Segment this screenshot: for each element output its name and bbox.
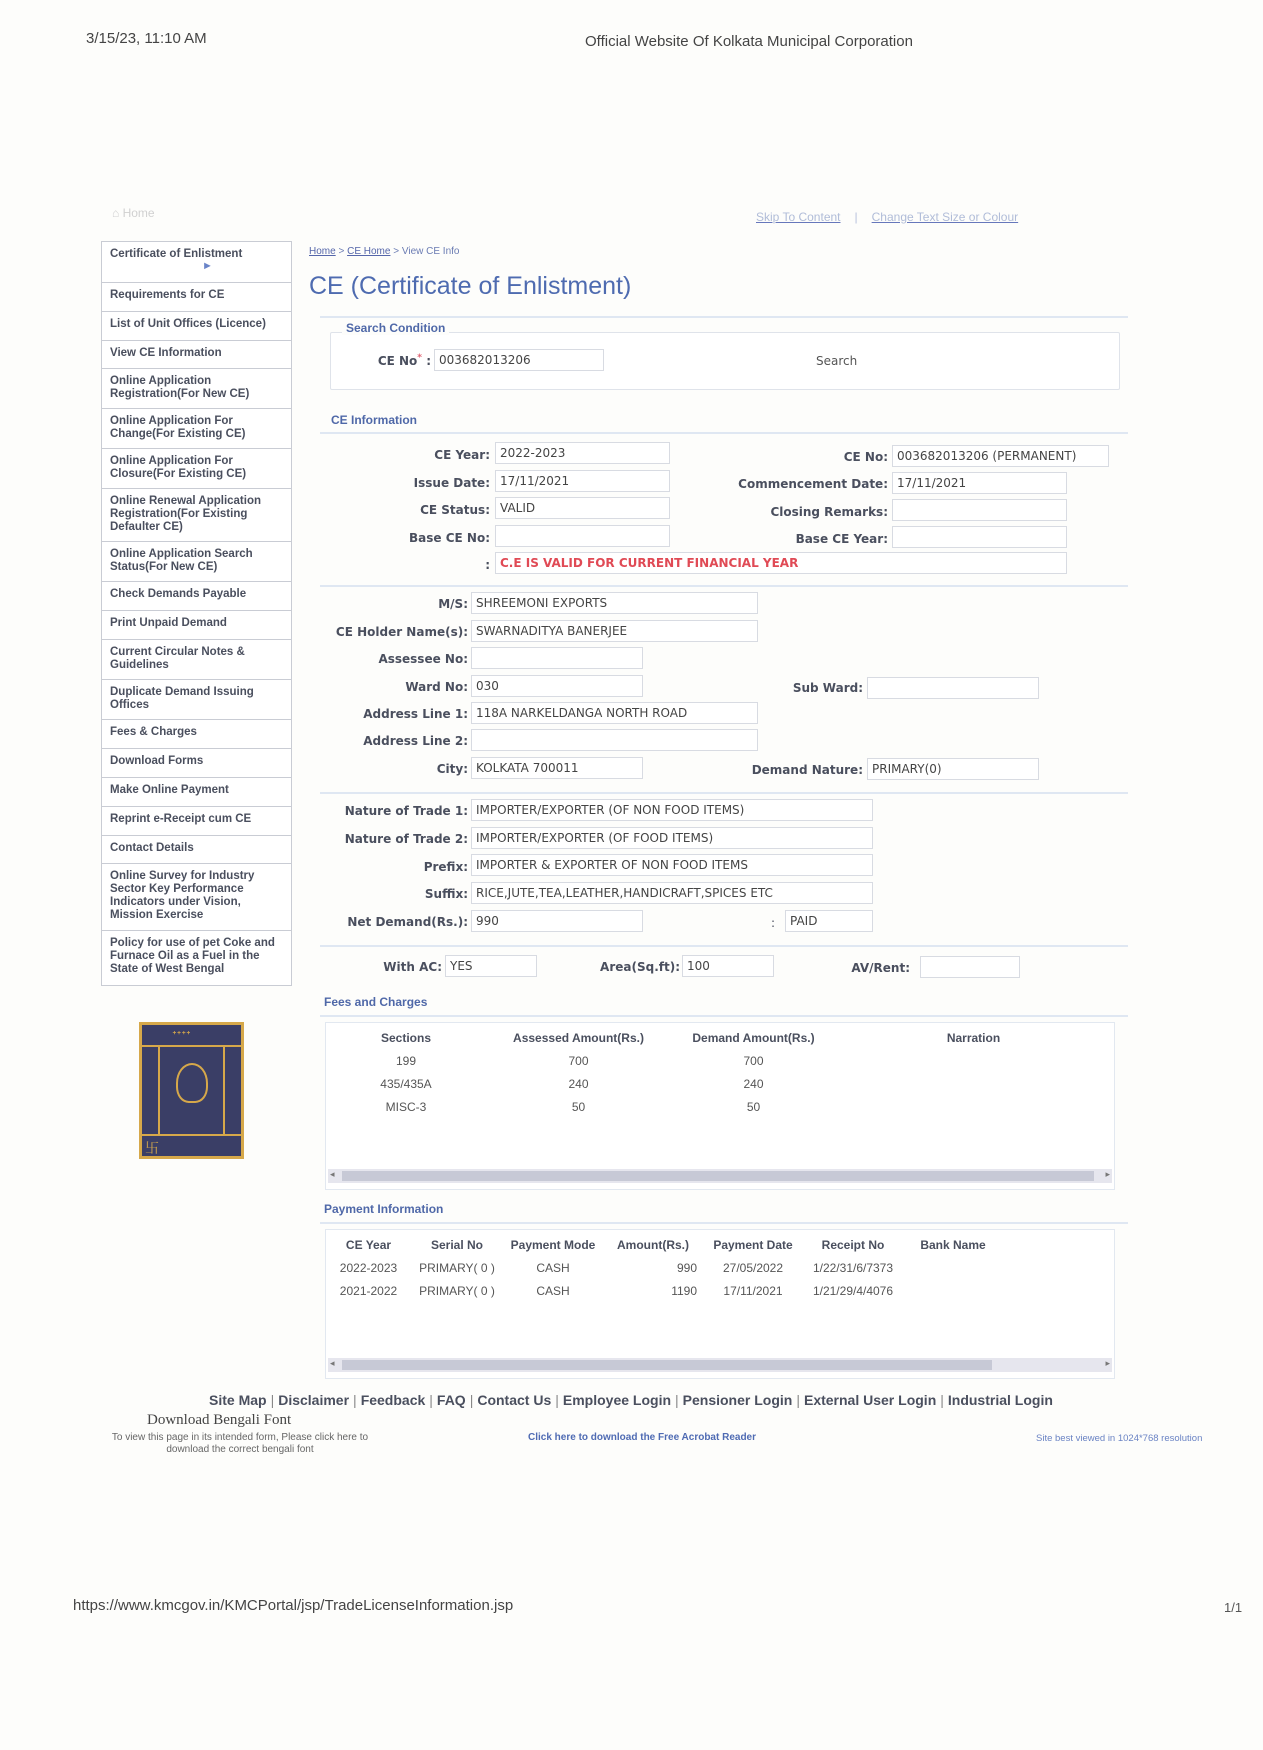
top-home-link[interactable]: ⌂ Home bbox=[112, 206, 155, 220]
paid-colon: : bbox=[770, 916, 775, 930]
table-row[interactable]: 2021-2022 PRIMARY( 0 ) CASH 1190 17/11/2021 1/21/29/4/4076 bbox=[339, 1283, 894, 1298]
sidebar-item-duplicate-demand[interactable]: Duplicate Demand Issuing Offices bbox=[102, 680, 291, 720]
ce-status-field: VALID bbox=[495, 497, 670, 519]
ce-information-legend: CE Information bbox=[331, 413, 417, 427]
sidebar-item-requirements[interactable]: Requirements for CE bbox=[102, 283, 291, 312]
nature-of-trade-1-field: IMPORTER/EXPORTER (OF NON FOOD ITEMS) bbox=[471, 799, 873, 821]
bengali-font-description[interactable]: To view this page in its intended form, Please click here to download the correct bengali font bbox=[111, 1432, 369, 1455]
column-header-bank-name[interactable]: Bank Name bbox=[920, 1238, 986, 1252]
assessee-no-field bbox=[471, 647, 643, 669]
holder-name-field: SWARNADITYA BANERJEE bbox=[471, 620, 758, 642]
fees-header-row bbox=[326, 1023, 1111, 1049]
column-header-assessed-amount[interactable]: Assessed Amount(Rs.) bbox=[513, 1031, 644, 1045]
column-header-narration[interactable]: Narration bbox=[946, 1031, 1001, 1045]
active-arrow-icon: ► bbox=[202, 260, 213, 272]
footer-link-employee-login[interactable]: Employee Login bbox=[562, 1392, 672, 1408]
closing-remarks-field bbox=[892, 499, 1067, 521]
footer-link-disclaimer[interactable]: Disclaimer bbox=[278, 1392, 350, 1408]
table-row[interactable]: MISC-3 50 50 bbox=[385, 1099, 761, 1114]
sidebar-item-new-registration[interactable]: Online Application Registration(For New CE) bbox=[102, 369, 291, 409]
column-header-payment-mode[interactable]: Payment Mode bbox=[510, 1238, 596, 1252]
ce-year-field: 2022-2023 bbox=[495, 442, 670, 464]
ce-status-label: CE Status: bbox=[420, 503, 490, 517]
area-field: 100 bbox=[682, 955, 774, 977]
sidebar-item-online-survey[interactable]: Online Survey for Industry Sector Key Performance Indicators under Vision, Mission Exercise bbox=[102, 864, 291, 931]
table-row[interactable]: 199 700 700 bbox=[395, 1053, 764, 1068]
ce-year-label: CE Year: bbox=[434, 448, 490, 462]
base-ce-no-field bbox=[495, 525, 670, 547]
commencement-date-field: 17/11/2021 bbox=[892, 472, 1067, 494]
ms-field: SHREEMONI EXPORTS bbox=[471, 592, 758, 614]
breadcrumb-ce-home-link[interactable]: CE Home bbox=[347, 246, 391, 257]
sidebar-item-application-status[interactable]: Online Application Search Status(For New CE) bbox=[102, 542, 291, 582]
sub-ward-label: Sub Ward: bbox=[792, 681, 863, 695]
sidebar-item-change-application[interactable]: Online Application For Change(For Existing CE) bbox=[102, 409, 291, 449]
nature-of-trade-2-label: Nature of Trade 2: bbox=[344, 832, 468, 846]
skip-to-content-link[interactable]: Skip To Content bbox=[756, 210, 841, 224]
accessibility-links bbox=[756, 210, 1018, 224]
search-condition-legend: Search Condition bbox=[342, 321, 449, 335]
sidebar-item-view-ce-info[interactable]: View CE Information bbox=[102, 341, 291, 369]
column-header-amount[interactable]: Amount(Rs.) bbox=[617, 1238, 689, 1252]
divider bbox=[320, 1222, 1128, 1224]
ce-no-search-label: CE No* : bbox=[377, 353, 431, 368]
with-ac-label: With AC: bbox=[383, 960, 442, 974]
divider bbox=[320, 316, 1128, 318]
payments-horizontal-scrollbar[interactable] bbox=[328, 1358, 1112, 1372]
footer-links: Site Map | Disclaimer | Feedback | FAQ | Contact Us | Employee Login | Pensioner Login | External User Login | Industrial Login bbox=[209, 1392, 1053, 1408]
page-title: CE (Certificate of Enlistment) bbox=[309, 272, 632, 300]
scroll-left-arrow-icon[interactable]: ◂ bbox=[330, 1169, 335, 1179]
change-text-size-link[interactable]: Change Text Size or Colour bbox=[871, 210, 1019, 224]
av-rent-field bbox=[920, 956, 1020, 978]
suffix-label: Suffix: bbox=[424, 887, 468, 901]
address-line-1-label: Address Line 1: bbox=[363, 707, 468, 721]
base-ce-year-field bbox=[892, 526, 1067, 548]
print-datetime: 3/15/23, 11:10 AM bbox=[86, 30, 207, 47]
prefix-field: IMPORTER & EXPORTER OF NON FOOD ITEMS bbox=[471, 854, 873, 876]
net-demand-label: Net Demand(Rs.): bbox=[347, 915, 468, 929]
separator: | bbox=[854, 210, 858, 224]
scroll-right-arrow-icon[interactable]: ▸ bbox=[1105, 1169, 1110, 1179]
issue-date-label: Issue Date: bbox=[413, 476, 490, 490]
fees-table bbox=[326, 1023, 1111, 1118]
table-row[interactable]: 435/435A 240 240 bbox=[380, 1076, 764, 1091]
issue-date-field: 17/11/2021 bbox=[495, 470, 670, 492]
divider bbox=[320, 945, 1128, 947]
payments-table bbox=[326, 1230, 1003, 1302]
with-ac-field: YES bbox=[445, 955, 537, 977]
sidebar-item-certificate-of-enlistment[interactable]: Certificate of Enlistment ► bbox=[102, 242, 291, 283]
address-line-1-field: 118A NARKELDANGA NORTH ROAD bbox=[471, 702, 758, 724]
footer-link-external-user-login[interactable]: External User Login bbox=[803, 1392, 937, 1408]
sidebar-item-circular-notes[interactable]: Current Circular Notes & Guidelines bbox=[102, 640, 291, 680]
best-view-note: Site best viewed in 1024*768 resolution bbox=[1036, 1433, 1203, 1444]
demand-nature-label: Demand Nature: bbox=[751, 763, 863, 777]
sidebar-item-check-demands[interactable]: Check Demands Payable bbox=[102, 582, 291, 611]
base-ce-no-label: Base CE No: bbox=[409, 531, 490, 545]
commencement-date-label: Commencement Date: bbox=[738, 477, 888, 491]
sidebar-item-pet-coke-policy[interactable]: Policy for use of pet Coke and Furnace Oil as a Fuel in the State of West Bengal bbox=[110, 937, 275, 975]
column-header-payment-date[interactable]: Payment Date bbox=[713, 1238, 793, 1252]
scroll-right-arrow-icon[interactable]: ▸ bbox=[1105, 1358, 1110, 1368]
print-page-title: Official Website Of Kolkata Municipal Corporation bbox=[585, 33, 913, 50]
ward-no-field: 030 bbox=[471, 675, 643, 697]
closing-remarks-label: Closing Remarks: bbox=[770, 505, 888, 519]
sidebar-item-unit-offices[interactable]: List of Unit Offices (Licence) bbox=[102, 312, 291, 341]
footer-link-faq[interactable]: FAQ bbox=[436, 1392, 466, 1408]
footer-link-contact-us[interactable]: Contact Us bbox=[477, 1392, 552, 1408]
table-row[interactable]: 2022-2023 PRIMARY( 0 ) CASH 990 27/05/2022 1/22/31/6/7373 bbox=[339, 1260, 894, 1275]
net-demand-field: 990 bbox=[471, 910, 643, 932]
sidebar-item-contact-details[interactable]: Contact Details bbox=[102, 836, 291, 864]
scroll-left-arrow-icon[interactable]: ◂ bbox=[330, 1358, 335, 1368]
ms-label: M/S: bbox=[438, 597, 468, 611]
sidebar-item-online-payment[interactable]: Make Online Payment bbox=[102, 778, 291, 807]
search-button[interactable]: Search bbox=[816, 354, 858, 368]
breadcrumb-current: View CE Info bbox=[401, 246, 460, 257]
payments-grid bbox=[325, 1229, 1115, 1379]
sidebar-nav bbox=[101, 241, 292, 986]
scrollbar-thumb[interactable] bbox=[342, 1360, 992, 1370]
base-ce-year-label: Base CE Year: bbox=[795, 532, 888, 546]
ce-no-search-input[interactable]: 003682013206 bbox=[434, 349, 604, 371]
area-label: Area(Sq.ft): bbox=[600, 960, 680, 974]
ce-no-field: 003682013206 (PERMANENT) bbox=[892, 445, 1109, 467]
fees-grid bbox=[325, 1022, 1115, 1190]
ward-no-label: Ward No: bbox=[405, 680, 468, 694]
sidebar-item-print-unpaid[interactable]: Print Unpaid Demand bbox=[102, 611, 291, 640]
column-header-receipt-no[interactable]: Receipt No bbox=[821, 1238, 885, 1252]
validity-colon: : bbox=[485, 558, 490, 572]
holder-name-label: CE Holder Name(s): bbox=[335, 625, 468, 639]
fees-and-charges-legend: Fees and Charges bbox=[324, 995, 428, 1009]
sub-ward-field bbox=[867, 677, 1039, 699]
divider bbox=[320, 792, 1128, 794]
fees-horizontal-scrollbar[interactable] bbox=[328, 1169, 1112, 1183]
sidebar-item-fees-charges[interactable]: Fees & Charges bbox=[102, 720, 291, 749]
breadcrumb: Home > CE Home > View CE Info bbox=[309, 246, 460, 257]
city-field: KOLKATA 700011 bbox=[471, 757, 643, 779]
paid-status-field: PAID bbox=[785, 910, 873, 932]
kmc-emblem-logo: ᐩᐩᐩᐩ 卐 bbox=[139, 1022, 244, 1159]
print-url: https://www.kmcgov.in/KMCPortal/jsp/TradeLicenseInformation.jsp bbox=[73, 1597, 514, 1614]
sidebar-item-download-forms[interactable]: Download Forms bbox=[102, 749, 291, 778]
nature-of-trade-1-label: Nature of Trade 1: bbox=[344, 804, 468, 818]
column-header-serial-no[interactable]: Serial No bbox=[430, 1238, 484, 1252]
search-condition-fieldset bbox=[330, 332, 1120, 390]
ce-no-label: CE No: bbox=[843, 450, 888, 464]
address-line-2-label: Address Line 2: bbox=[363, 734, 468, 748]
suffix-field: RICE,JUTE,TEA,LEATHER,HANDICRAFT,SPICES ETC bbox=[471, 882, 873, 904]
footer-link-feedback[interactable]: Feedback bbox=[360, 1392, 426, 1408]
sidebar-item-reprint-receipt[interactable]: Reprint e-Receipt cum CE bbox=[102, 807, 291, 836]
payments-header-row bbox=[326, 1230, 1003, 1256]
sidebar-item-closure-application[interactable]: Online Application For Closure(For Existing CE) bbox=[102, 449, 291, 489]
divider bbox=[320, 432, 1128, 434]
nature-of-trade-2-field: IMPORTER/EXPORTER (OF FOOD ITEMS) bbox=[471, 827, 873, 849]
assessee-no-label: Assessee No: bbox=[378, 652, 468, 666]
divider bbox=[320, 585, 1128, 587]
sidebar-item-renewal-application[interactable]: Online Renewal Application Registration(For Existing Defaulter CE) bbox=[102, 489, 291, 542]
payment-information-legend: Payment Information bbox=[324, 1202, 444, 1216]
divider bbox=[320, 1015, 1128, 1017]
validity-message: C.E IS VALID FOR CURRENT FINANCIAL YEAR bbox=[495, 552, 1067, 574]
column-header-ce-year[interactable]: CE Year bbox=[345, 1238, 392, 1252]
download-bengali-font-link[interactable]: Download Bengali Font bbox=[147, 1412, 292, 1428]
print-page-number: 1/1 bbox=[1224, 1600, 1243, 1615]
scrollbar-thumb[interactable] bbox=[342, 1171, 1094, 1181]
breadcrumb-home-link[interactable]: Home bbox=[309, 246, 336, 257]
footer-link-pensioner-login[interactable]: Pensioner Login bbox=[682, 1392, 793, 1408]
av-rent-label: AV/Rent: bbox=[851, 961, 910, 975]
address-line-2-field bbox=[471, 729, 758, 751]
column-header-demand-amount[interactable]: Demand Amount(Rs.) bbox=[692, 1031, 815, 1045]
acrobat-reader-link[interactable]: Click here to download the Free Acrobat Reader bbox=[528, 1432, 757, 1443]
city-label: City: bbox=[436, 762, 468, 776]
column-header-sections[interactable]: Sections bbox=[380, 1031, 431, 1045]
footer-link-site-map[interactable]: Site Map bbox=[209, 1392, 267, 1408]
home-icon: ⌂ bbox=[112, 206, 123, 220]
footer-link-industrial-login[interactable]: Industrial Login bbox=[947, 1392, 1053, 1408]
prefix-label: Prefix: bbox=[423, 860, 468, 874]
demand-nature-field: PRIMARY(0) bbox=[867, 758, 1039, 780]
flame-icon bbox=[176, 1063, 208, 1103]
